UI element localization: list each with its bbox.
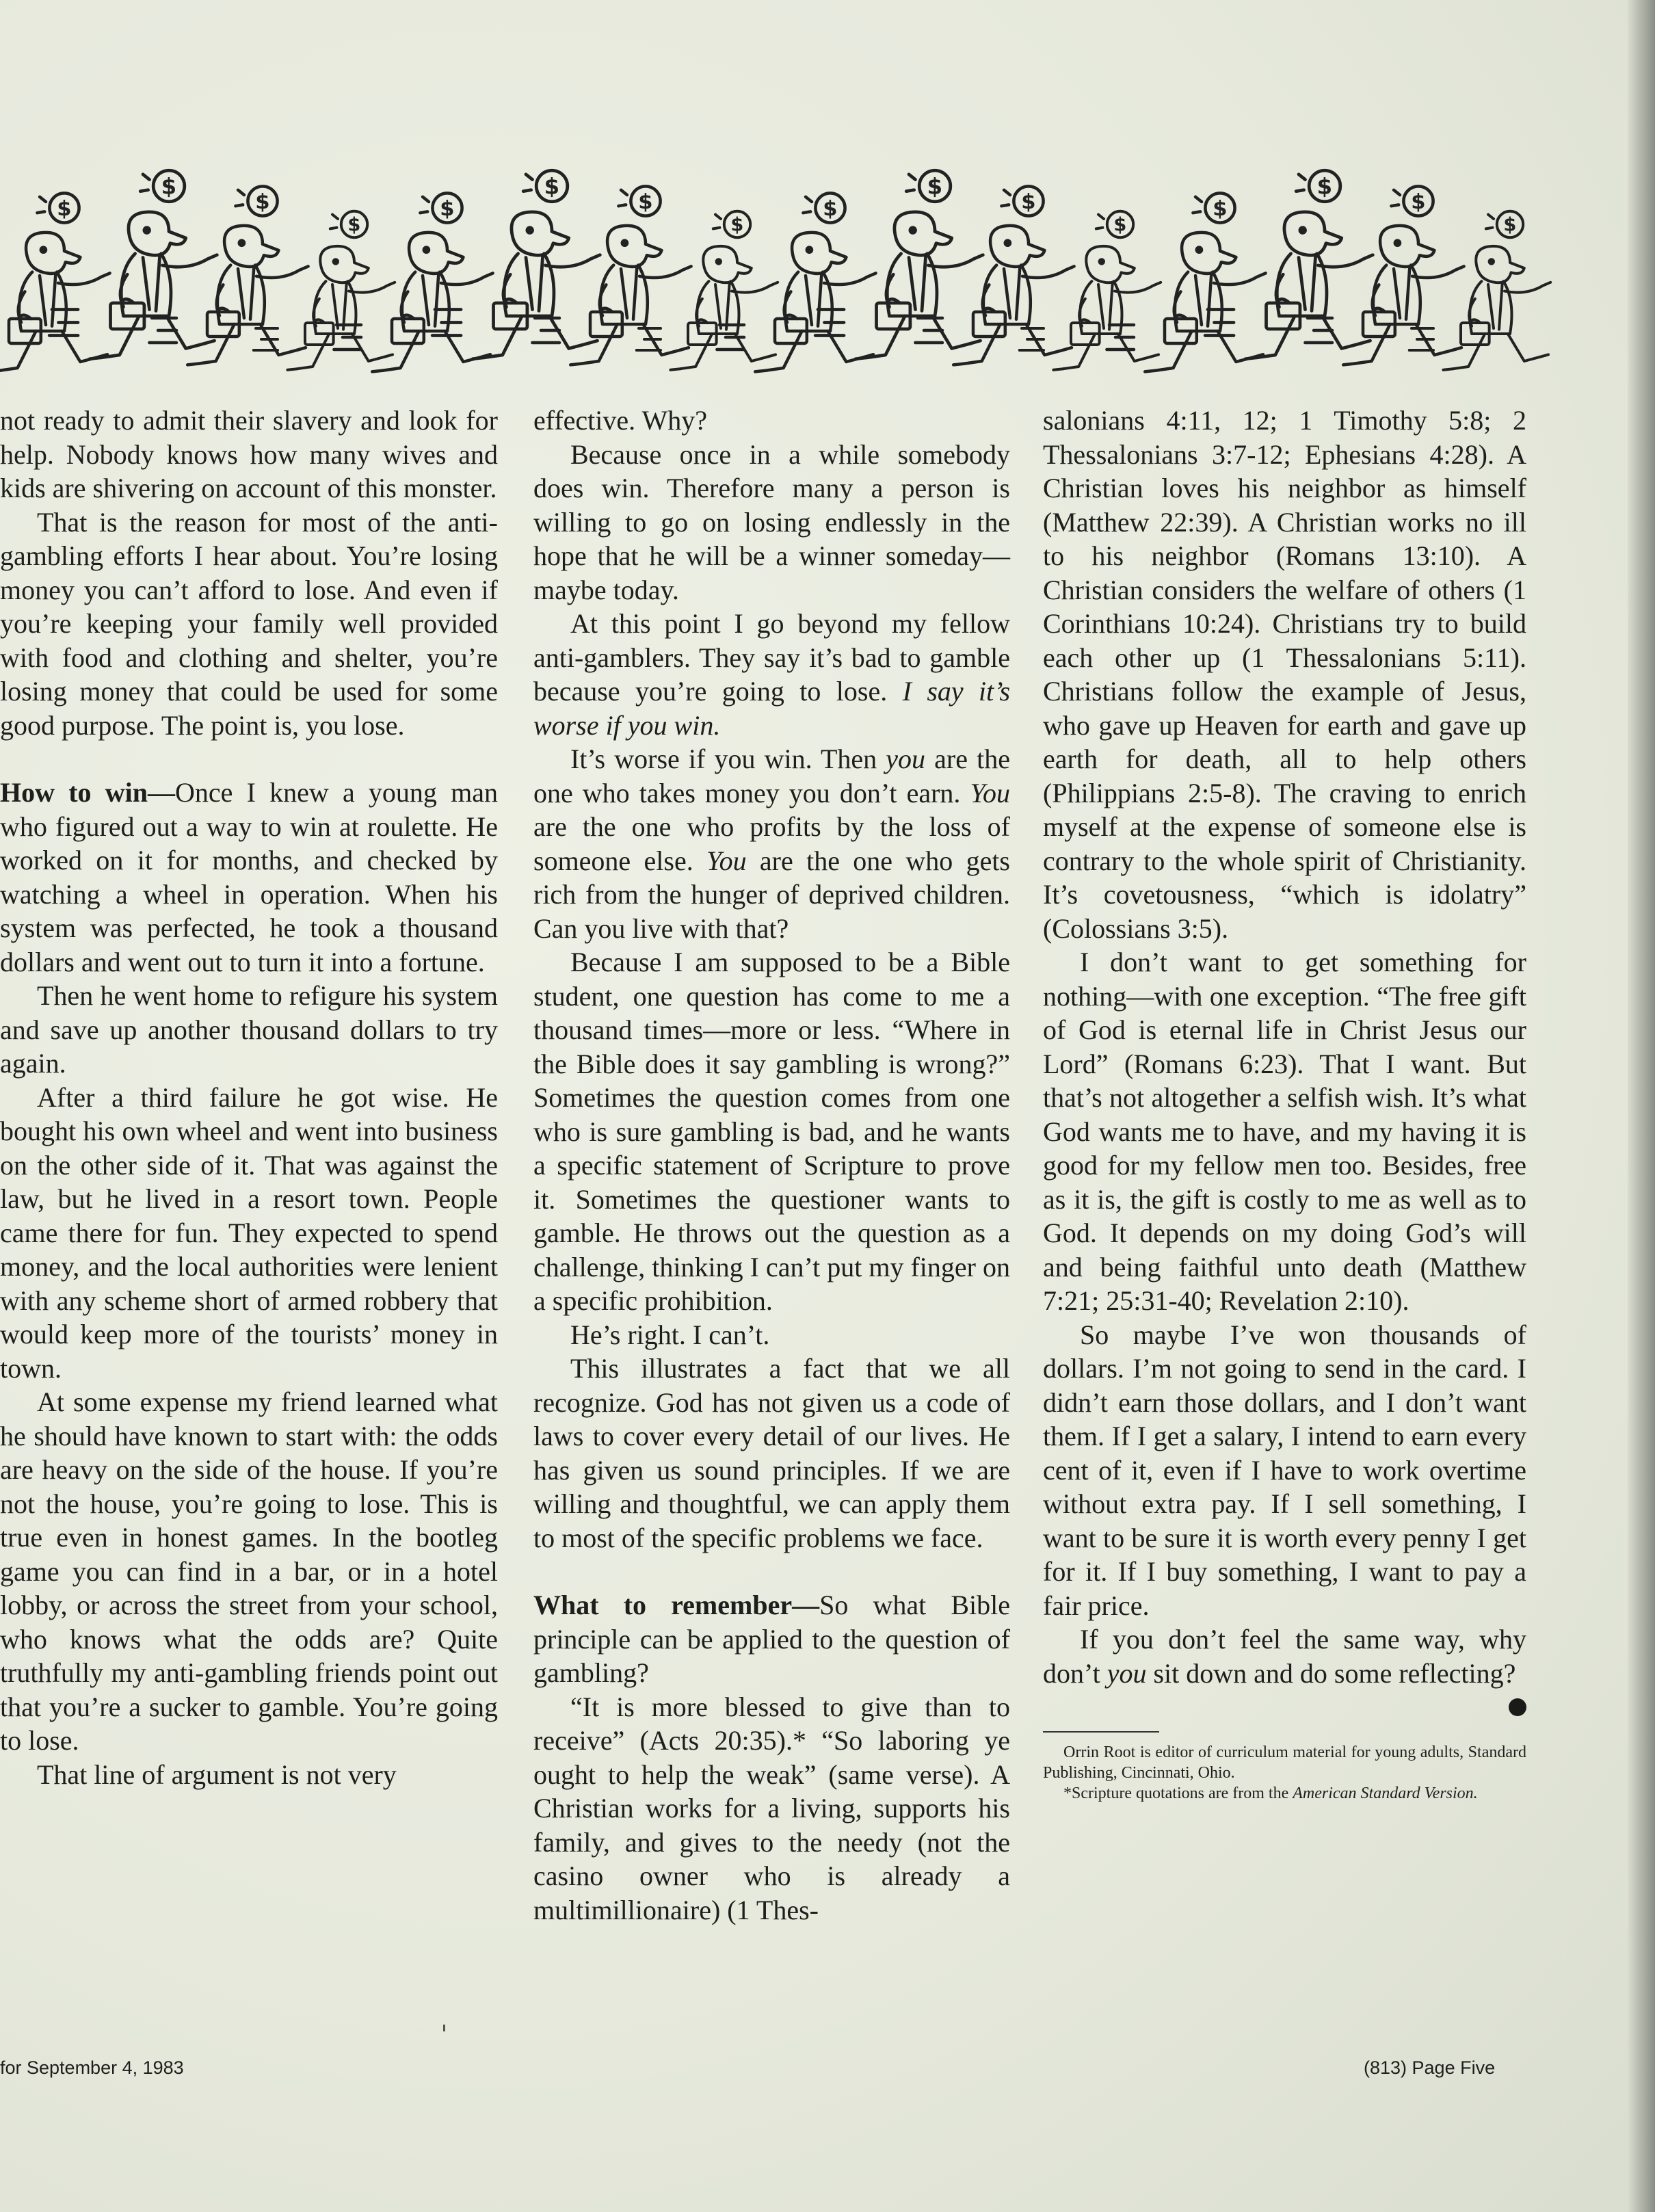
paragraph-text: At this point I go beyond my fellow anti-gamblers. They say it’s bad to gamble because you’re going to lose. — [533, 608, 1010, 707]
text-run: It’s worse if you win. Then — [570, 743, 886, 774]
svg-text:$: $ — [1113, 214, 1127, 236]
paragraph: This illustrates a fact that we all recognize. God has not given us a code of laws to cover every detail of our lives. He has given us sound principles. If we are willing and thoughtful, we can apply them to most of the specific problems we face. — [533, 1353, 1010, 1553]
paragraph: salonians 4:11, 12; 1 Timothy 5:8; 2 Thessalonians 3:7-12; Ephesians 4:28). A Christian loves his neighbor as himself (Matthew 22:39). A Christian works no ill to his neighbor (Romans 13:10). A Christian considers the welfare of others (1 Corinthians 10:24). Christians try to build each other up (1 Thessalonians 5:11). Christians follow the example of Jesus, who gave up Heaven for earth and gave up earth for death, all to help others (Philippians 2:5-8). The craving to enrich myself at the expense of someone else is contrary to the whole spirit of Christianity. It’s covetousness, “which is idolatry” (Colossians 3:5). — [1043, 405, 1526, 944]
svg-text:$: $ — [544, 173, 560, 200]
paragraph: not ready to admit their slavery and look for help. Nobody knows how many wives and kids are shivering on account of this monster. — [0, 405, 498, 503]
text-run: *Scripture quotations are from the — [1063, 1785, 1293, 1802]
emphasis: I say it’s worse if you win. — [533, 676, 1011, 741]
paragraph: Because I am supposed to be a Bible student, one question has come to me a thousand times—more or less. “Where in the Bible does it say gambling is wrong?” Sometimes the question comes from one who is sure gambling is bad, and he wants a specific statement of Scripture to prove it. Sometimes the questioner wants to gamble. He throws out the question as a challenge, thinking I can’t put my finger on a specific prohibition. — [533, 947, 1010, 1316]
end-mark-icon — [1509, 1698, 1526, 1716]
paragraph: So what Bible principle can be applied to the question of gambling? — [533, 1590, 1010, 1688]
paragraph: That is the reason for most of the anti-gambling efforts I hear about. You’re losing money you can’t afford to lose. And even if you’re keeping your family well provided with food and clothing and shelter, you’re losing money that could be used for some good purpose. The point is, you lose. — [0, 506, 498, 741]
gambler-figure — [532, 186, 691, 365]
author-note: Orrin Root is editor of curriculum material for young adults, Standard Publishing, Cincinnati, Ohio. — [1043, 1743, 1526, 1782]
paragraph — [533, 607, 1010, 742]
dollar-sign-icon — [906, 170, 951, 202]
paragraph: Once I knew a young man who figured out a way to win at roulette. He worked on it for months, and checked by watching a wheel in operation. When his system was perfected, he took a thousand dollars and went out to turn it into a fortune. — [0, 777, 498, 977]
emphasis: American Standard Version. — [1293, 1785, 1478, 1802]
paragraph: He’s right. I can’t. — [570, 1319, 770, 1350]
svg-text:$: $ — [1021, 189, 1036, 214]
section-what-to-remember — [533, 1588, 1010, 1690]
svg-text:$: $ — [730, 214, 744, 236]
dollar-sign-icon — [1296, 170, 1340, 202]
text-run: are the one who gets rich from the hunger of deprived children. Can you live with that? — [533, 845, 1010, 944]
gambler-figure — [915, 186, 1074, 365]
dollar-sign-icon — [618, 186, 660, 215]
svg-text:$: $ — [823, 196, 838, 221]
paragraph: After a third failure he got wise. He bought his own wheel and went into business on the other side of it. That was against the law, but he lived in a resort town. People came there for fun. They expected to spend money, and the local authorities were lenient with any scheme short of armed robbery that would keep more of the tourists’ money in town. — [0, 1081, 498, 1384]
dollar-sign-icon — [803, 193, 845, 222]
gambler-figure — [149, 186, 308, 365]
svg-text:$: $ — [440, 196, 455, 221]
paragraph — [1043, 1622, 1526, 1690]
section-heading: What to remember— — [533, 1590, 820, 1620]
gamblers-illustration — [0, 157, 1655, 376]
paragraph: Because once in a while somebody does win. Therefore many a person is willing to go on losing endlessly in the hope that he will be a winner someday—maybe today. — [533, 438, 1010, 605]
svg-text:$: $ — [161, 173, 177, 200]
column-left — [0, 404, 498, 1791]
dollar-sign-icon — [1391, 186, 1433, 215]
footer-date: for September 4, 1983 — [0, 2057, 184, 2078]
text-run: are the one who profits by the loss of someone else. — [533, 811, 1010, 876]
gambler-figure — [0, 193, 110, 371]
paragraph: So maybe I’ve won thousands of dollars. I’m not going to send in the card. I didn’t earn those dollars, and I don’t want them. If I get a salary, I intend to earn every cent of it, even if I have to work overtime without extra pay. If I sell something, I want to be sure it is worth every penny I get for it. If I buy something, I want to pay a fair price. — [1043, 1319, 1526, 1621]
emphasis: You — [706, 845, 747, 876]
dollar-sign-icon — [140, 170, 185, 202]
emphasis: You — [970, 777, 1010, 808]
svg-text:$: $ — [347, 214, 361, 236]
gambler-figure — [1305, 186, 1464, 365]
paragraph: Then he went home to refigure his system and save up another thousand dollars to try again. — [0, 980, 498, 1079]
dollar-sign-icon — [1096, 211, 1133, 237]
paragraph: At some expense my friend learned what he should have known to start with: the odds are heavy on the side of the house. If you’re not the house, you’re going to lose. This is true even in honest games. In the bootleg game you can find in a bar, or in a hotel lobby, or across the street from your school, who knows what the odds are? Quite truthfully my anti-gambling friends point out that you’re a sucker to gamble. You’re going to lose. — [0, 1386, 498, 1756]
svg-text:$: $ — [1316, 173, 1333, 200]
svg-text:$: $ — [638, 189, 653, 214]
svg-text:$: $ — [927, 173, 943, 200]
svg-text:$: $ — [1213, 196, 1228, 221]
dollar-sign-icon — [1486, 211, 1523, 237]
svg-text:$: $ — [1503, 214, 1517, 236]
footer-page-number: (813) Page Five — [1364, 2057, 1496, 2078]
dollar-sign-icon — [523, 170, 568, 202]
svg-text:$: $ — [255, 189, 270, 214]
svg-text:$: $ — [57, 196, 72, 221]
text-run: are the one who takes money you don’t earn. — [533, 743, 1010, 808]
scripture-note — [1043, 1783, 1526, 1804]
dollar-sign-icon — [330, 211, 367, 237]
emphasis: you — [1107, 1657, 1147, 1689]
svg-text:$: $ — [1411, 189, 1426, 214]
column-right — [1043, 404, 1526, 1804]
paragraph: “It is more blessed to give than to receive” (Acts 20:35).* “So laboring ye ought to help the weak” (same verse). A Christian works for a living, supports his family, and gives to the needy (not the casino owner who is already a multimillionaire) (1 Thes- — [533, 1691, 1010, 1925]
paragraph: I don’t want to get something for nothing—with one exception. “The free gift of God is eternal life in Christ Jesus our Lord” (Romans 6:23). That I want. But that’s not altogether a selfish wish. It’s what God wants me to have, and my having it is good for my fellow men too. Besides, free as it is, the gift is costly to me as well as to God. It depends on my doing God’s will and being faithful unto death (Matthew 7:21; 25:31-40; Revelation 2:10). — [1043, 947, 1526, 1316]
section-how-to-win — [0, 776, 498, 979]
dollar-sign-icon — [1001, 186, 1043, 215]
column-middle — [533, 404, 1010, 1927]
dollar-sign-icon — [1193, 193, 1234, 222]
emphasis: you — [886, 743, 926, 774]
paragraph: effective. Why? — [533, 405, 707, 436]
dollar-sign-icon — [37, 193, 79, 222]
text-run: sit down and do some reflecting? — [1146, 1657, 1516, 1689]
text-run: If you don’t feel the same way, why don’t — [1043, 1624, 1526, 1689]
dollar-sign-icon — [235, 186, 277, 215]
footnotes — [1043, 1742, 1526, 1804]
dollar-sign-icon — [713, 211, 750, 237]
gambler-figure — [1107, 193, 1265, 371]
paragraph: That line of argument is not very — [37, 1759, 397, 1790]
footnote-rule — [1043, 1731, 1159, 1733]
dollar-sign-icon — [420, 193, 462, 222]
print-mark — [443, 2025, 445, 2031]
paragraph — [533, 742, 1010, 945]
section-heading: How to win— — [0, 777, 175, 808]
